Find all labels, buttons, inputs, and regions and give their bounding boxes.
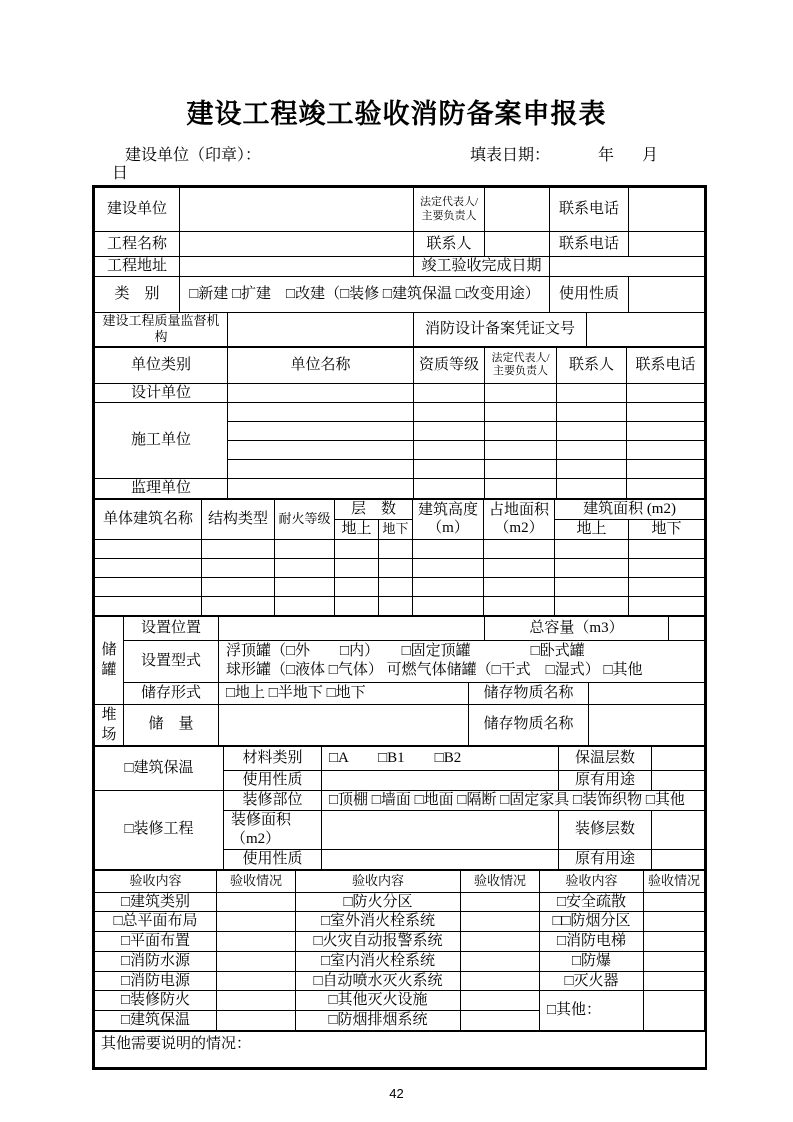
category-options[interactable]: □新建 □扩建 □改建（□装修 □建筑保温 □改变用途） <box>180 277 550 313</box>
acceptance-item-checkbox[interactable]: □安全疏散 <box>540 892 644 912</box>
acceptance-status-input[interactable] <box>217 971 296 991</box>
floors-above-input[interactable] <box>335 596 379 615</box>
building-name-header: 单体建筑名称 <box>95 500 202 540</box>
supervision-unit-contact-input[interactable] <box>557 479 627 499</box>
building-height-header: 建筑高度（m） <box>413 500 484 540</box>
acceptance-item-checkbox[interactable]: □室内消火栓系统 <box>296 951 461 971</box>
subhead-line <box>92 142 703 165</box>
insulation-original-use-label: 原有用途 <box>559 771 652 791</box>
area-above-header: 地上 <box>555 519 629 539</box>
legal-rep-input[interactable] <box>485 188 550 232</box>
construction-unit-legal-input[interactable] <box>485 460 557 479</box>
yard-substance-input[interactable] <box>589 704 705 746</box>
legal-rep-label: 法定代表人/主要负责人 <box>414 188 485 232</box>
acceptance-other-checkbox[interactable]: □其他： <box>540 991 644 1031</box>
insulation-usage-input[interactable] <box>322 771 559 791</box>
footprint-input[interactable] <box>484 577 555 596</box>
building-name-input[interactable] <box>95 539 202 558</box>
construction-unit-legal-input[interactable] <box>485 422 557 441</box>
acceptance-item-checkbox[interactable]: □平面布置 <box>95 932 217 952</box>
acceptance-item-checkbox[interactable]: □防烟排烟系统 <box>296 1011 461 1031</box>
structure-type-header: 结构类型 <box>202 500 275 540</box>
acceptance-status-input[interactable] <box>217 932 296 952</box>
footprint-input[interactable] <box>484 558 555 577</box>
area-below-input[interactable] <box>629 558 705 577</box>
acceptance-content-header: 验收内容 <box>540 870 644 892</box>
construction-unit-phone-input[interactable] <box>627 441 705 460</box>
construction-unit-contact-input[interactable] <box>557 460 627 479</box>
phone-input-1[interactable] <box>629 188 705 232</box>
acceptance-status-header: 验收情况 <box>217 870 296 892</box>
design-unit-label: 设计单位 <box>95 383 228 403</box>
area-below-input[interactable] <box>629 539 705 558</box>
usage-label: 使用性质 <box>550 277 629 313</box>
design-unit-name-input[interactable] <box>228 383 414 403</box>
qualification-header: 资质等级 <box>414 347 485 383</box>
acceptance-item-checkbox[interactable]: □总平面布局 <box>95 912 217 932</box>
fire-rating-input[interactable] <box>275 577 335 596</box>
insulation-layers-input[interactable] <box>652 747 705 771</box>
tank-type-options-line1[interactable]: 浮顶罐（□外 □内） □固定顶罐 □卧式罐 <box>226 643 585 660</box>
floors-above-input[interactable] <box>335 577 379 596</box>
decoration-original-use-label: 原有用途 <box>559 849 652 869</box>
usage-input[interactable] <box>629 277 705 313</box>
tank-capacity-input[interactable] <box>669 616 705 640</box>
fire-rating-input[interactable] <box>275 558 335 577</box>
fill-date <box>470 142 658 165</box>
acceptance-item-checkbox[interactable]: □消防电梯 <box>540 932 644 952</box>
year-label: 年 <box>597 147 614 164</box>
structure-type-input[interactable] <box>202 577 275 596</box>
fire-design-doc-input[interactable] <box>587 313 705 347</box>
fire-rating-input[interactable] <box>275 596 335 615</box>
construction-unit-group-label: 施工单位 <box>95 403 228 479</box>
insulation-group-checkbox[interactable]: □建筑保温 <box>95 747 224 791</box>
building-name-input[interactable] <box>95 596 202 615</box>
day-label: 日 <box>112 165 129 182</box>
tank-group-label: 储罐 <box>95 616 124 704</box>
contact-label: 联系人 <box>414 232 485 257</box>
acceptance-item-checkbox[interactable]: □装修防火 <box>95 991 217 1011</box>
storage-form-label: 储存形式 <box>124 682 219 704</box>
fill-date-label: 填表日期： <box>469 147 550 164</box>
construction-unit-name-input[interactable] <box>228 403 414 422</box>
construction-unit-contact-input[interactable] <box>557 441 627 460</box>
decoration-usage-label: 使用性质 <box>224 849 322 869</box>
construction-unit-qual-input[interactable] <box>414 441 485 460</box>
floors-above-input[interactable] <box>335 539 379 558</box>
tank-type-options-line2[interactable]: 球形罐（□液体 □气体） 可燃气体储罐（□干式 □湿式） □其他 <box>226 662 643 678</box>
acceptance-status-header: 验收情况 <box>461 870 540 892</box>
completion-date-label: 竣工验收完成日期 <box>414 257 550 277</box>
insulation-usage-label: 使用性质 <box>224 771 322 791</box>
quality-org-input[interactable] <box>228 313 414 347</box>
acceptance-status-input[interactable] <box>461 1011 540 1031</box>
construction-unit-phone-input[interactable] <box>627 403 705 422</box>
acceptance-item-checkbox[interactable]: □防爆 <box>540 951 644 971</box>
acceptance-status-input[interactable] <box>644 951 705 971</box>
material-type-label: 材料类别 <box>224 747 322 771</box>
address-label: 工程地址 <box>95 257 180 277</box>
acceptance-item-checkbox[interactable]: □其他灭火设施 <box>296 991 461 1011</box>
acceptance-table <box>94 870 705 1031</box>
category-label: 类 别 <box>95 277 180 313</box>
area-above-input[interactable] <box>555 558 629 577</box>
acceptance-status-input[interactable] <box>461 892 540 912</box>
footprint-input[interactable] <box>484 596 555 615</box>
floors-below-input[interactable] <box>379 577 413 596</box>
construction-unit-qual-input[interactable] <box>414 403 485 422</box>
acceptance-item-checkbox[interactable]: □室外消火栓系统 <box>296 912 461 932</box>
construction-unit-name-input[interactable] <box>228 422 414 441</box>
project-name-label: 工程名称 <box>95 232 180 257</box>
month-label: 月 <box>641 147 658 164</box>
acceptance-item-checkbox[interactable]: □□防烟分区 <box>540 912 644 932</box>
area-below-header: 地下 <box>629 519 705 539</box>
building-height-input[interactable] <box>413 577 484 596</box>
supervision-unit-label: 监理单位 <box>95 479 228 499</box>
construction-unit-contact-input[interactable] <box>557 403 627 422</box>
floors-below-header: 地下 <box>379 519 413 539</box>
design-unit-legal-input[interactable] <box>485 383 557 403</box>
construction-unit-phone-input[interactable] <box>627 460 705 479</box>
acceptance-item-checkbox[interactable]: □建筑保温 <box>95 1011 217 1031</box>
building-height-input[interactable] <box>413 558 484 577</box>
tank-yard-table <box>94 616 705 747</box>
floors-above-header: 地上 <box>335 519 379 539</box>
tank-position-input[interactable] <box>219 616 485 640</box>
supervision-unit-name-input[interactable] <box>228 479 414 499</box>
construction-unit-qual-input[interactable] <box>414 422 485 441</box>
tank-substance-input[interactable] <box>589 682 705 704</box>
design-unit-qual-input[interactable] <box>414 383 485 403</box>
acceptance-status-input[interactable] <box>644 971 705 991</box>
unit-contact-header: 联系人 <box>557 347 627 383</box>
acceptance-content-header: 验收内容 <box>296 870 461 892</box>
building-height-input[interactable] <box>413 596 484 615</box>
design-unit-phone-input[interactable] <box>627 383 705 403</box>
address-input[interactable] <box>180 257 414 277</box>
building-area-header: 建筑面积 (m2) <box>555 500 705 520</box>
contact-input[interactable] <box>485 232 550 257</box>
acceptance-status-header: 验收情况 <box>644 870 705 892</box>
decoration-area-label: 装修面积（m2） <box>224 811 322 850</box>
acceptance-status-input[interactable] <box>217 951 296 971</box>
phone-label-1: 联系电话 <box>550 188 629 232</box>
fire-rating-input[interactable] <box>275 539 335 558</box>
construction-unit-name-input[interactable] <box>228 460 414 479</box>
structure-type-input[interactable] <box>202 596 275 615</box>
phone-input-2[interactable] <box>629 232 705 257</box>
completion-date-input[interactable] <box>550 257 705 277</box>
acceptance-item-checkbox[interactable]: □防火分区 <box>296 892 461 912</box>
construction-unit-input[interactable] <box>180 188 414 232</box>
tank-type-label: 设置型式 <box>124 640 219 682</box>
tank-substance-label: 储存物质名称 <box>469 682 589 704</box>
floors-header: 层 数 <box>335 500 413 520</box>
buildings-table <box>94 499 705 616</box>
floors-above-input[interactable] <box>335 558 379 577</box>
tank-capacity-label: 总容量（m3） <box>485 616 669 640</box>
phone-label-2: 联系电话 <box>550 232 629 257</box>
area-above-input[interactable] <box>555 596 629 615</box>
acceptance-item-checkbox[interactable]: □自动喷水灭火系统 <box>296 971 461 991</box>
yard-quantity-label: 储 量 <box>124 704 219 746</box>
decoration-layers-label: 装修层数 <box>559 811 652 850</box>
yard-group-label: 堆场 <box>95 704 124 746</box>
quality-org-label: 建设工程质量监督机构 <box>95 313 228 347</box>
decoration-part-label: 装修部位 <box>224 791 322 811</box>
area-below-input[interactable] <box>629 596 705 615</box>
insulation-original-use-input[interactable] <box>652 771 705 791</box>
fire-design-doc-label: 消防设计备案凭证文号 <box>414 313 587 347</box>
acceptance-item-checkbox[interactable]: □火灾自动报警系统 <box>296 932 461 952</box>
structure-type-input[interactable] <box>202 539 275 558</box>
acceptance-status-input[interactable] <box>644 932 705 952</box>
construction-unit-name-input[interactable] <box>228 441 414 460</box>
acceptance-content-header: 验收内容 <box>95 870 217 892</box>
construction-unit-legal-input[interactable] <box>485 403 557 422</box>
unit-legal-rep-header: 法定代表人/主要负责人 <box>485 347 557 383</box>
insulation-decoration-table <box>94 746 705 870</box>
acceptance-status-input[interactable] <box>461 912 540 932</box>
tank-type-options[interactable] <box>219 640 705 682</box>
supervision-unit-qual-input[interactable] <box>414 479 485 499</box>
decoration-part-options[interactable]: □顶棚 □墙面 □地面 □隔断 □固定家具 □装饰织物 □其他 <box>322 791 705 811</box>
area-below-input[interactable] <box>629 577 705 596</box>
building-name-input[interactable] <box>95 558 202 577</box>
footprint-input[interactable] <box>484 539 555 558</box>
fire-rating-header: 耐火等级 <box>275 500 335 540</box>
construction-unit-legal-input[interactable] <box>485 441 557 460</box>
building-height-input[interactable] <box>413 539 484 558</box>
yard-quantity-input[interactable] <box>219 704 469 746</box>
floors-below-input[interactable] <box>379 539 413 558</box>
unit-name-header: 单位名称 <box>228 347 414 383</box>
notes-table <box>94 1031 706 1068</box>
area-above-input[interactable] <box>555 577 629 596</box>
basic-info-table <box>94 187 705 347</box>
storage-form-options[interactable]: □地上 □半地下 □地下 <box>219 682 469 704</box>
acceptance-status-input[interactable] <box>461 971 540 991</box>
acceptance-status-input[interactable] <box>461 932 540 952</box>
unit-type-header: 单位类别 <box>95 347 228 383</box>
construction-unit-contact-input[interactable] <box>557 422 627 441</box>
acceptance-status-input[interactable] <box>461 951 540 971</box>
acceptance-status-input[interactable] <box>217 1011 296 1031</box>
acceptance-status-input[interactable] <box>217 892 296 912</box>
page-number: 42 <box>389 1085 404 1101</box>
decoration-usage-input[interactable] <box>322 849 559 869</box>
acceptance-status-input[interactable] <box>644 892 705 912</box>
acceptance-item-checkbox[interactable]: □灭火器 <box>540 971 644 991</box>
main-form-table <box>92 185 707 1070</box>
decoration-group-checkbox[interactable]: □装修工程 <box>95 791 224 870</box>
acceptance-item-checkbox[interactable]: □建筑类别 <box>95 892 217 912</box>
units-table <box>94 347 705 500</box>
supervision-unit-phone-input[interactable] <box>627 479 705 499</box>
yard-substance-label: 储存物质名称 <box>469 704 589 746</box>
acceptance-status-input[interactable] <box>217 912 296 932</box>
notes-input[interactable]: 其他需要说明的情况： <box>95 1031 706 1067</box>
material-type-options[interactable]: □A □B1 □B2 <box>322 747 559 771</box>
insulation-layers-label: 保温层数 <box>559 747 652 771</box>
acceptance-item-checkbox[interactable]: □消防水源 <box>95 951 217 971</box>
acceptance-status-input[interactable] <box>644 991 705 1031</box>
footprint-header: 占地面积（m2） <box>484 500 555 540</box>
decoration-layers-input[interactable] <box>652 811 705 850</box>
supervision-unit-legal-input[interactable] <box>485 479 557 499</box>
floors-below-input[interactable] <box>379 558 413 577</box>
acceptance-status-input[interactable] <box>461 991 540 1011</box>
acceptance-status-input[interactable] <box>217 991 296 1011</box>
acceptance-status-input[interactable] <box>644 912 705 932</box>
unit-phone-header: 联系电话 <box>627 347 705 383</box>
area-above-input[interactable] <box>555 539 629 558</box>
design-unit-contact-input[interactable] <box>557 383 627 403</box>
construction-unit-label: 建设单位 <box>95 188 180 232</box>
acceptance-item-checkbox[interactable]: □消防电源 <box>95 971 217 991</box>
org-seal-label: 建设单位（印章）： <box>125 147 262 164</box>
building-name-input[interactable] <box>95 577 202 596</box>
floors-below-input[interactable] <box>379 596 413 615</box>
decoration-area-input[interactable] <box>322 811 559 850</box>
construction-unit-qual-input[interactable] <box>414 460 485 479</box>
project-name-input[interactable] <box>180 232 414 257</box>
structure-type-input[interactable] <box>202 558 275 577</box>
decoration-original-use-input[interactable] <box>652 849 705 869</box>
construction-unit-phone-input[interactable] <box>627 422 705 441</box>
page-title: 建设工程竣工验收消防备案申报表 <box>186 99 607 129</box>
tank-position-label: 设置位置 <box>124 616 219 640</box>
